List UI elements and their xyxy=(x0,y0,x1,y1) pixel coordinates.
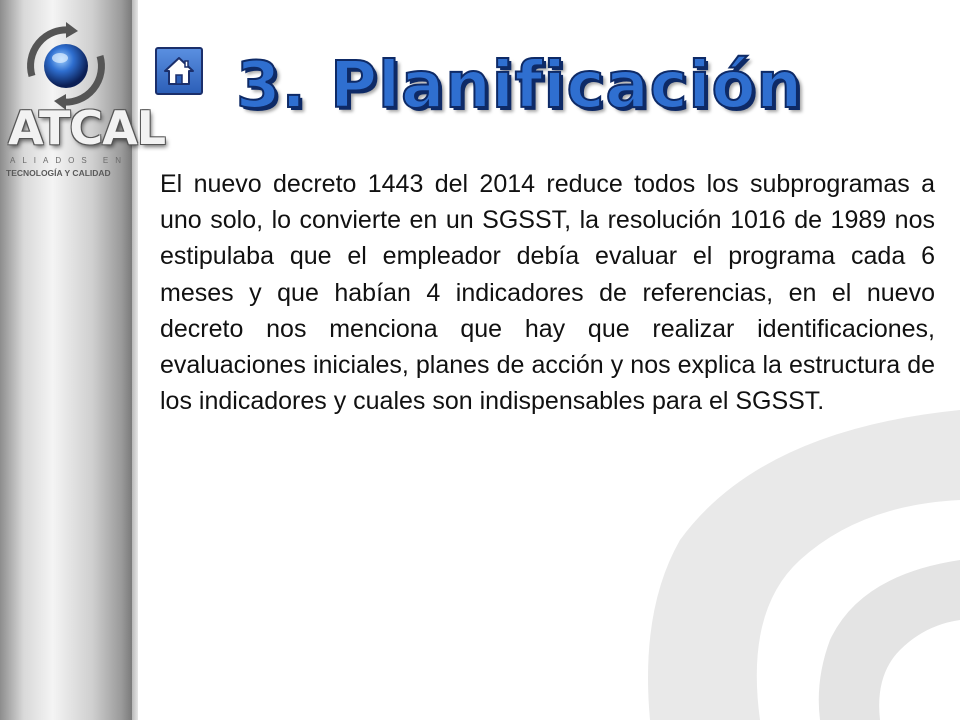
body-paragraph: El nuevo decreto 1443 del 2014 reduce todos los subprogramas a uno solo, lo convierte en un SGSST, la resolución 1016 de 1989 nos estipulaba que el empleador debía evaluar el programa cada 6 meses y que habían 4 indicadores de referencias, en el nuevo decreto nos menciona que hay que realizar identificaciones, evaluaciones iniciales, planes de acción y nos explica la estructura de los indicadores y cuales son indispensables para el SGSST. xyxy=(160,170,935,416)
logo-wordmark: ATCAL xyxy=(8,101,166,155)
logo-tagline: TECNOLOGÍA Y CALIDAD xyxy=(6,168,111,178)
home-icon xyxy=(162,54,196,88)
logo-subtitle: ALIADOS EN xyxy=(10,156,129,165)
page-title: 3. Planificación xyxy=(236,49,803,123)
logo-globe-icon xyxy=(18,18,114,114)
home-button[interactable] xyxy=(155,47,203,95)
